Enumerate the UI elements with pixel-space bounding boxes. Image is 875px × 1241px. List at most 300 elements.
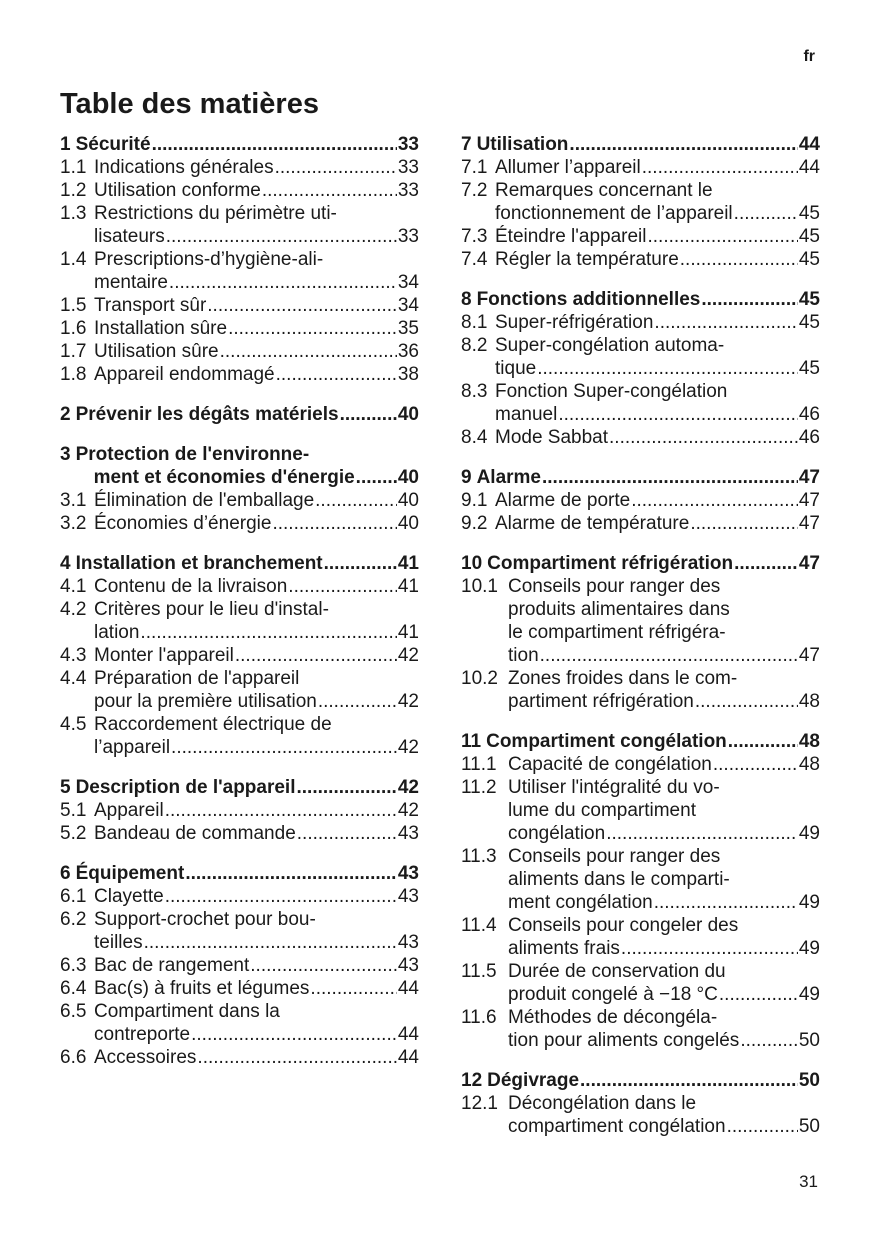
entry-page-number: 46 bbox=[798, 427, 820, 448]
dot-leader bbox=[631, 489, 798, 512]
entry-title-last-line bbox=[76, 552, 419, 575]
entry-number: 6.4 bbox=[60, 978, 87, 999]
toc-subentry[interactable] bbox=[60, 340, 419, 363]
toc-section bbox=[461, 466, 820, 535]
entry-page-number: 48 bbox=[798, 691, 820, 712]
dot-leader bbox=[648, 225, 798, 248]
toc-subentry[interactable] bbox=[60, 799, 419, 822]
toc-chapter-entry[interactable] bbox=[461, 730, 820, 753]
entry-title-last-line bbox=[94, 317, 419, 340]
entry-page-number: 42 bbox=[397, 800, 419, 821]
dot-leader bbox=[580, 1069, 798, 1092]
entry-title-last-line bbox=[76, 466, 419, 489]
entry-number: 12 bbox=[461, 1070, 483, 1091]
entry-title-last-line bbox=[477, 133, 820, 156]
entry-title-line: Contenu de la livraison bbox=[94, 576, 288, 597]
entry-title-line: Équipement bbox=[75, 863, 185, 884]
entry-title-last-line bbox=[495, 248, 820, 271]
entry-page-number: 45 bbox=[798, 289, 820, 310]
dot-leader bbox=[288, 575, 397, 598]
dot-leader bbox=[542, 466, 798, 489]
entry-body bbox=[495, 334, 820, 380]
entry-number: 1.2 bbox=[60, 180, 87, 201]
entry-title-line: congélation bbox=[508, 823, 606, 844]
toc-subentry[interactable] bbox=[461, 960, 820, 1006]
entry-page-number: 36 bbox=[397, 341, 419, 362]
entry-page-number: 40 bbox=[397, 490, 419, 511]
entry-number: 6.5 bbox=[60, 1001, 87, 1022]
entry-number: 8.4 bbox=[461, 427, 488, 448]
toc-subentry[interactable] bbox=[60, 598, 419, 644]
entry-title-line: tion pour aliments congelés bbox=[508, 1030, 740, 1051]
entry-title-line: compartiment congélation bbox=[508, 1116, 726, 1137]
entry-page-number: 44 bbox=[397, 1047, 419, 1068]
entry-number: 1.6 bbox=[60, 318, 87, 339]
dot-leader bbox=[654, 891, 798, 914]
entry-title-last-line bbox=[508, 937, 820, 960]
entry-number: 1.4 bbox=[60, 249, 87, 270]
toc-subentry[interactable] bbox=[461, 489, 820, 512]
entry-number: 11 bbox=[461, 731, 482, 752]
entry-body bbox=[76, 862, 419, 885]
toc-subentry[interactable] bbox=[60, 512, 419, 535]
toc-column-right bbox=[461, 133, 820, 1155]
entry-number: 4.5 bbox=[60, 714, 87, 735]
entry-title-line: teilles bbox=[94, 932, 143, 953]
toc-section bbox=[60, 552, 419, 759]
entry-title-line: Prescriptions-d’hygiène-ali- bbox=[94, 249, 324, 270]
entry-number: 8 bbox=[461, 289, 472, 310]
entry-page-number: 47 bbox=[798, 467, 820, 488]
entry-title-line: Mode Sabbat bbox=[495, 427, 609, 448]
toc-subentry[interactable] bbox=[461, 426, 820, 449]
entry-number: 6 bbox=[60, 863, 71, 884]
entry-body bbox=[76, 403, 419, 426]
entry-title-line: le compartiment réfrigéra- bbox=[508, 622, 726, 643]
entry-title-last-line bbox=[495, 357, 820, 380]
entry-page-number: 33 bbox=[397, 226, 419, 247]
entry-title-line: Régler la température bbox=[495, 249, 679, 270]
entry-page-number: 50 bbox=[798, 1116, 820, 1137]
toc-subentry[interactable] bbox=[60, 822, 419, 845]
entry-body bbox=[76, 443, 419, 489]
entry-body bbox=[94, 575, 419, 598]
entry-body bbox=[508, 1006, 820, 1052]
entry-title-line: Utilisation sûre bbox=[94, 341, 219, 362]
entry-title-line: Prévenir les dégâts matériels bbox=[75, 404, 339, 425]
entry-number: 1.5 bbox=[60, 295, 87, 316]
entry-body bbox=[94, 799, 419, 822]
entry-title-line: Description de l'appareil bbox=[75, 777, 296, 798]
toc-subentry[interactable] bbox=[461, 845, 820, 914]
dot-leader bbox=[318, 690, 397, 713]
entry-body bbox=[94, 512, 419, 535]
toc-section bbox=[60, 776, 419, 845]
entry-title-last-line bbox=[508, 690, 820, 713]
entry-body bbox=[94, 179, 419, 202]
entry-page-number: 49 bbox=[798, 823, 820, 844]
dot-leader bbox=[262, 179, 397, 202]
entry-page-number: 35 bbox=[397, 318, 419, 339]
entry-body bbox=[508, 1092, 820, 1138]
entry-title-last-line bbox=[76, 776, 419, 799]
toc-chapter-entry[interactable] bbox=[60, 133, 419, 156]
entry-page-number: 48 bbox=[798, 731, 820, 752]
entry-title-line: Conseils pour ranger des bbox=[508, 846, 721, 867]
toc-subentry[interactable] bbox=[60, 489, 419, 512]
toc-section bbox=[461, 730, 820, 1052]
entry-body bbox=[486, 730, 820, 753]
entry-title-line: manuel bbox=[495, 404, 558, 425]
dot-leader bbox=[297, 776, 397, 799]
toc-chapter-entry[interactable] bbox=[461, 288, 820, 311]
entry-title-last-line bbox=[508, 753, 820, 776]
entry-title-line: Remarques concernant le bbox=[495, 180, 713, 201]
entry-body bbox=[94, 885, 419, 908]
dot-leader bbox=[727, 1115, 798, 1138]
entry-title-line: Alarme de température bbox=[495, 513, 690, 534]
entry-page-number: 47 bbox=[798, 553, 820, 574]
entry-body bbox=[94, 644, 419, 667]
toc-subentry[interactable] bbox=[461, 179, 820, 225]
entry-page-number: 50 bbox=[798, 1070, 820, 1091]
entry-title-line: Décongélation dans le bbox=[508, 1093, 697, 1114]
entry-page-number: 44 bbox=[397, 1024, 419, 1045]
dot-leader bbox=[680, 248, 798, 271]
toc-subentry[interactable] bbox=[461, 156, 820, 179]
toc-subentry[interactable] bbox=[60, 575, 419, 598]
entry-title-last-line bbox=[487, 1069, 820, 1092]
toc-subentry[interactable] bbox=[60, 202, 419, 248]
entry-number: 11.4 bbox=[461, 915, 497, 936]
dot-leader bbox=[185, 862, 397, 885]
toc-section bbox=[461, 1069, 820, 1138]
toc-subentry[interactable] bbox=[461, 1092, 820, 1138]
entry-number: 10.1 bbox=[461, 576, 498, 597]
entry-title-line: lation bbox=[94, 622, 140, 643]
entry-title-line: Élimination de l'emballage bbox=[94, 490, 315, 511]
entry-number: 6.3 bbox=[60, 955, 87, 976]
dot-leader bbox=[606, 822, 798, 845]
entry-title-line: Bandeau de commande bbox=[94, 823, 296, 844]
toc-subentry[interactable] bbox=[461, 225, 820, 248]
dot-leader bbox=[272, 512, 396, 535]
entry-body bbox=[495, 179, 820, 225]
entry-title-line: Utilisation bbox=[476, 134, 569, 155]
entry-title-line: Utiliser l'intégralité du vo- bbox=[508, 777, 720, 798]
toc-subentry[interactable] bbox=[461, 512, 820, 535]
entry-title-last-line bbox=[94, 575, 419, 598]
entry-page-number: 45 bbox=[798, 312, 820, 333]
entry-body bbox=[487, 1069, 820, 1092]
dot-leader bbox=[537, 357, 798, 380]
entry-page-number: 47 bbox=[798, 645, 820, 666]
entry-body bbox=[94, 954, 419, 977]
dot-leader bbox=[340, 403, 397, 426]
entry-page-number: 33 bbox=[397, 157, 419, 178]
entry-title-last-line bbox=[94, 690, 419, 713]
toc-subentry[interactable] bbox=[60, 954, 419, 977]
entry-title-last-line bbox=[508, 891, 820, 914]
entry-title-line: Utilisation conforme bbox=[94, 180, 261, 201]
toc-chapter-entry[interactable] bbox=[60, 862, 419, 885]
entry-title-last-line bbox=[495, 403, 820, 426]
toc-chapter-entry[interactable] bbox=[461, 133, 820, 156]
entry-title-line: Préparation de l'appareil bbox=[94, 668, 300, 689]
toc-subentry[interactable] bbox=[60, 713, 419, 759]
dot-leader bbox=[558, 403, 798, 426]
entry-title-last-line bbox=[94, 179, 419, 202]
entry-page-number: 42 bbox=[397, 691, 419, 712]
entry-title-last-line bbox=[508, 822, 820, 845]
entry-number: 12.1 bbox=[461, 1093, 498, 1114]
dot-leader bbox=[220, 340, 397, 363]
dot-leader bbox=[719, 983, 798, 1006]
dot-leader bbox=[191, 1023, 397, 1046]
entry-title-last-line bbox=[94, 1046, 419, 1069]
toc-chapter-entry[interactable] bbox=[60, 776, 419, 799]
entry-page-number: 48 bbox=[798, 754, 820, 775]
toc-chapter-entry[interactable] bbox=[60, 403, 419, 426]
entry-number: 4.2 bbox=[60, 599, 87, 620]
entry-title-line: aliments dans le comparti- bbox=[508, 869, 730, 890]
entry-body bbox=[94, 489, 419, 512]
entry-body bbox=[495, 248, 820, 271]
toc-chapter-entry[interactable] bbox=[461, 466, 820, 489]
entry-title-line: lume du compartiment bbox=[508, 800, 696, 821]
entry-title-last-line bbox=[94, 294, 419, 317]
entry-page-number: 43 bbox=[397, 932, 419, 953]
entry-title-line: Compartiment réfrigération bbox=[487, 553, 734, 574]
entry-number: 1.8 bbox=[60, 364, 87, 385]
entry-page-number: 40 bbox=[397, 467, 419, 488]
entry-title-line: lisateurs bbox=[94, 226, 165, 247]
entry-title-last-line bbox=[94, 1023, 419, 1046]
entry-title-line: Zones froides dans le com- bbox=[508, 668, 738, 689]
toc-column-left bbox=[60, 133, 419, 1086]
entry-title-last-line bbox=[76, 862, 419, 885]
entry-page-number: 50 bbox=[798, 1030, 820, 1051]
entry-title-last-line bbox=[495, 202, 820, 225]
toc-section bbox=[60, 133, 419, 386]
entry-body bbox=[508, 914, 820, 960]
entry-body bbox=[508, 960, 820, 1006]
toc-subentry[interactable] bbox=[60, 885, 419, 908]
entry-number: 1.3 bbox=[60, 203, 87, 224]
dot-leader bbox=[144, 931, 397, 954]
toc-subentry[interactable] bbox=[461, 575, 820, 667]
toc-subentry[interactable] bbox=[461, 667, 820, 713]
dot-leader bbox=[609, 426, 798, 449]
entry-page-number: 47 bbox=[798, 513, 820, 534]
entry-page-number: 45 bbox=[798, 203, 820, 224]
dot-leader bbox=[740, 1029, 798, 1052]
dot-leader bbox=[152, 133, 397, 156]
entry-number: 11.5 bbox=[461, 961, 497, 982]
page-title: Table des matières bbox=[60, 88, 319, 120]
toc-section bbox=[461, 133, 820, 271]
page-number: 31 bbox=[799, 1172, 818, 1191]
entry-body bbox=[94, 156, 419, 179]
entry-title-last-line bbox=[94, 512, 419, 535]
entry-number: 4.3 bbox=[60, 645, 87, 666]
entry-body bbox=[508, 667, 820, 713]
toc-subentry[interactable] bbox=[60, 156, 419, 179]
entry-title-last-line bbox=[495, 489, 820, 512]
toc-subentry[interactable] bbox=[461, 311, 820, 334]
entry-body bbox=[94, 202, 419, 248]
entry-title-line: Éteindre l'appareil bbox=[495, 226, 647, 247]
toc-section bbox=[60, 403, 419, 426]
entry-title-line: fonctionnement de l’appareil bbox=[495, 203, 733, 224]
entry-title-line: l’appareil bbox=[94, 737, 171, 758]
entry-number: 4.4 bbox=[60, 668, 87, 689]
entry-body bbox=[487, 552, 820, 575]
dot-leader bbox=[140, 621, 396, 644]
toc-chapter-entry[interactable] bbox=[461, 1069, 820, 1092]
entry-title-last-line bbox=[495, 225, 820, 248]
entry-number: 4.1 bbox=[60, 576, 87, 597]
toc-subentry[interactable] bbox=[461, 334, 820, 380]
entry-title-line: Économies d’énergie bbox=[94, 513, 272, 534]
entry-number: 8.2 bbox=[461, 335, 488, 356]
toc-subentry[interactable] bbox=[60, 1046, 419, 1069]
entry-title-line: ment et économies d'énergie bbox=[93, 467, 355, 488]
entry-title-line: Dégivrage bbox=[487, 1070, 580, 1091]
entry-title-line: ment congélation bbox=[508, 892, 653, 913]
entry-page-number: 43 bbox=[397, 823, 419, 844]
entry-body bbox=[76, 552, 419, 575]
entry-title-line: Raccordement électrique de bbox=[94, 714, 332, 735]
entry-number: 5 bbox=[60, 777, 71, 798]
entry-title-last-line bbox=[94, 954, 419, 977]
entry-body bbox=[508, 776, 820, 845]
entry-page-number: 46 bbox=[798, 404, 820, 425]
entry-body bbox=[495, 225, 820, 248]
toc-subentry[interactable] bbox=[60, 248, 419, 294]
entry-title-line: Critères pour le lieu d'instal- bbox=[94, 599, 329, 620]
toc-chapter-entry[interactable] bbox=[461, 552, 820, 575]
entry-title-last-line bbox=[495, 311, 820, 334]
toc-section bbox=[461, 552, 820, 713]
toc-section bbox=[60, 862, 419, 1069]
dot-leader bbox=[228, 317, 397, 340]
dot-leader bbox=[297, 822, 397, 845]
dot-leader bbox=[165, 885, 397, 908]
toc-chapter-entry[interactable] bbox=[60, 552, 419, 575]
entry-number: 11.6 bbox=[461, 1007, 497, 1028]
dot-leader bbox=[713, 753, 798, 776]
toc-subentry[interactable] bbox=[461, 776, 820, 845]
entry-body bbox=[94, 713, 419, 759]
entry-title-last-line bbox=[508, 1029, 820, 1052]
entry-body bbox=[508, 845, 820, 914]
toc-subentry[interactable] bbox=[461, 914, 820, 960]
dot-leader bbox=[171, 736, 397, 759]
entry-page-number: 38 bbox=[397, 364, 419, 385]
entry-number: 9.1 bbox=[461, 490, 488, 511]
toc-subentry[interactable] bbox=[60, 908, 419, 954]
toc-subentry[interactable] bbox=[461, 753, 820, 776]
entry-body bbox=[495, 489, 820, 512]
entry-number: 7 bbox=[461, 134, 472, 155]
toc-subentry[interactable] bbox=[461, 380, 820, 426]
entry-title-last-line bbox=[508, 1115, 820, 1138]
entry-title-last-line bbox=[508, 644, 820, 667]
toc-subentry[interactable] bbox=[60, 1000, 419, 1046]
entry-title-line: Bac de rangement bbox=[94, 955, 250, 976]
entry-number: 5.1 bbox=[60, 800, 87, 821]
dot-leader bbox=[165, 799, 397, 822]
dot-leader bbox=[235, 644, 397, 667]
entry-title-line: pour la première utilisation bbox=[94, 691, 317, 712]
entry-title-line: Support-crochet pour bou- bbox=[94, 909, 316, 930]
entry-page-number: 34 bbox=[397, 272, 419, 293]
toc-section bbox=[461, 288, 820, 449]
entry-page-number: 45 bbox=[798, 249, 820, 270]
entry-body bbox=[477, 133, 820, 156]
toc-subentry[interactable] bbox=[461, 248, 820, 271]
toc-subentry[interactable] bbox=[60, 644, 419, 667]
toc-subentry[interactable] bbox=[60, 179, 419, 202]
entry-title-last-line bbox=[94, 156, 419, 179]
entry-body bbox=[94, 1046, 419, 1069]
entry-title-line: contreporte bbox=[94, 1024, 191, 1045]
entry-page-number: 41 bbox=[397, 622, 419, 643]
toc-subentry[interactable] bbox=[461, 1006, 820, 1052]
entry-page-number: 34 bbox=[397, 295, 419, 316]
entry-body bbox=[94, 908, 419, 954]
toc-subentry[interactable] bbox=[60, 363, 419, 386]
entry-title-last-line bbox=[495, 512, 820, 535]
dot-leader bbox=[324, 552, 397, 575]
entry-title-last-line bbox=[94, 621, 419, 644]
dot-leader bbox=[169, 271, 397, 294]
entry-title-last-line bbox=[495, 156, 820, 179]
dot-leader bbox=[197, 1046, 396, 1069]
entry-body bbox=[94, 363, 419, 386]
entry-title-line: Conseils pour ranger des bbox=[508, 576, 721, 597]
entry-title-line: Restrictions du périmètre uti- bbox=[94, 203, 337, 224]
entry-number: 2 bbox=[60, 404, 71, 425]
entry-title-last-line bbox=[76, 133, 419, 156]
dot-leader bbox=[166, 225, 397, 248]
entry-title-last-line bbox=[487, 552, 820, 575]
entry-body bbox=[76, 776, 419, 799]
entry-title-last-line bbox=[94, 736, 419, 759]
entry-page-number: 33 bbox=[397, 134, 419, 155]
dot-leader bbox=[356, 466, 397, 489]
toc-subentry[interactable] bbox=[60, 294, 419, 317]
toc-subentry[interactable] bbox=[60, 977, 419, 1000]
entry-title-last-line bbox=[508, 983, 820, 1006]
entry-title-line: Sécurité bbox=[75, 134, 151, 155]
entry-number: 1.7 bbox=[60, 341, 87, 362]
entry-body bbox=[94, 822, 419, 845]
entry-title-line: Compartiment dans la bbox=[94, 1001, 280, 1022]
toc-subentry[interactable] bbox=[60, 667, 419, 713]
entry-page-number: 43 bbox=[397, 886, 419, 907]
entry-number: 11.3 bbox=[461, 846, 497, 867]
entry-body bbox=[508, 753, 820, 776]
entry-page-number: 40 bbox=[397, 513, 419, 534]
entry-title-last-line bbox=[477, 466, 820, 489]
toc-subentry[interactable] bbox=[60, 317, 419, 340]
entry-number: 6.1 bbox=[60, 886, 87, 907]
toc-chapter-entry[interactable] bbox=[60, 443, 419, 489]
entry-page-number: 49 bbox=[798, 984, 820, 1005]
dot-leader bbox=[621, 937, 798, 960]
